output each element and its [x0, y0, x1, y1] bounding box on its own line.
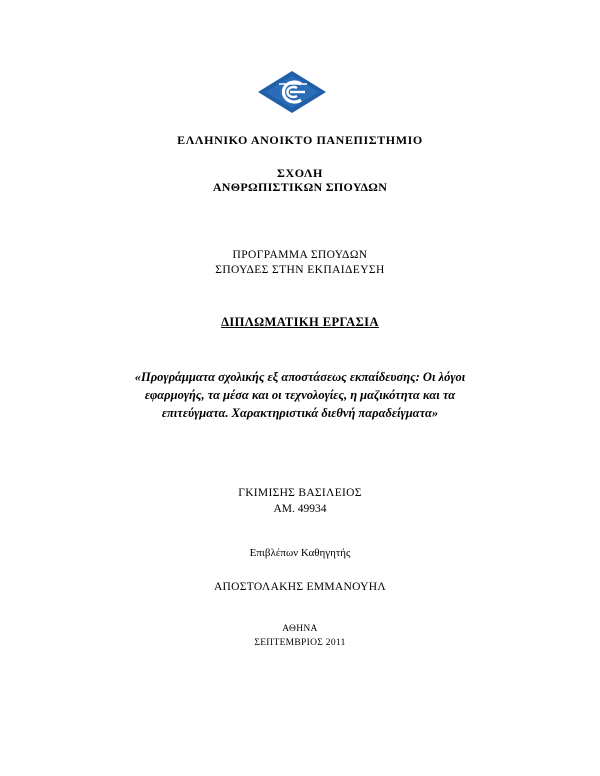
university-logo-icon	[257, 70, 327, 114]
date: ΣΕΠΤΕΜΒΡΙΟΣ 2011	[254, 638, 346, 648]
thesis-title-line-2: εφαρμογής, τα μέσα και οι τεχνολογίες, η μαζικότητα και τα	[144, 388, 456, 402]
supervisor-label: Επιβλέπων Καθηγητής	[249, 547, 351, 559]
thesis-title	[110, 368, 490, 422]
school-name: ΑΝΘΡΩΠΙΣΤΙΚΩΝ ΣΠΟΥΔΩΝ	[212, 180, 388, 194]
program-label: ΠΡΟΓΡΑΜΜΑ ΣΠΟΥΔΩΝ	[232, 249, 368, 261]
university-name: ΕΛΛΗΝΙΚΟ ΑΝΟΙΚΤΟ ΠΑΝΕΠΙΣΤΗΜΙΟ	[177, 133, 423, 147]
thesis-label: ΔΙΠΛΩΜΑΤΙΚΗ ΕΡΓΑΣΙΑ	[221, 315, 379, 329]
supervisor-name: ΑΠΟΣΤΟΛΑΚΗΣ ΕΜΜΑΝΟΥΗΛ	[213, 581, 387, 593]
thesis-title-line-1: «Προγράμματα σχολικής εξ αποστάσεως εκπαίδευσης: Οι λόγοι	[134, 370, 466, 384]
author-registration-number: ΑΜ. 49934	[273, 503, 327, 515]
program-name: ΣΠΟΥΔΕΣ ΣΤΗΝ ΕΚΠΑΙΔΕΥΣΗ	[215, 264, 385, 276]
city: ΑΘΗΝΑ	[282, 624, 318, 634]
thesis-title-line-3: επιτεύγματα. Χαρακτηριστικά διεθνή παραδείγματα»	[161, 406, 439, 420]
school-label: ΣΧΟΛΗ	[277, 166, 323, 180]
author-name: ΓΚΙΜΙΣΗΣ ΒΑΣΙΛΕΙΟΣ	[238, 487, 362, 499]
